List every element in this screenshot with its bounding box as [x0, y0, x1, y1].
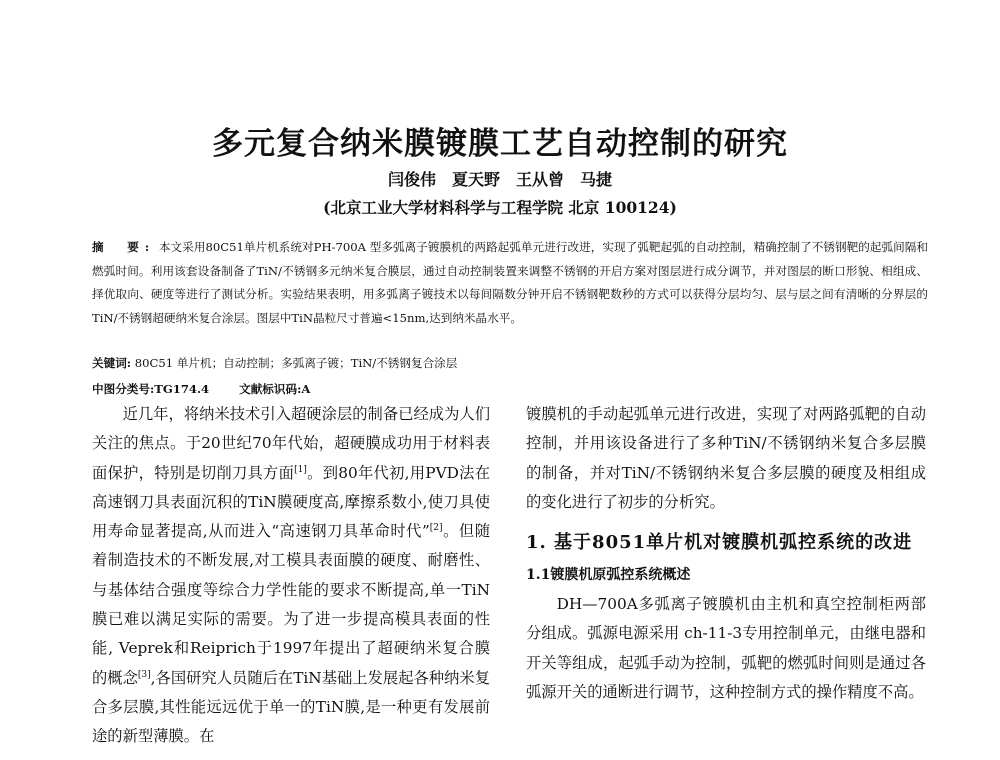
abstract — [92, 236, 928, 330]
keywords-text: 80C51 单片机；自动控制；多弧离子镀；TiN/不锈钢复合涂层 — [134, 356, 458, 370]
intro-text-3: 。但随着制造技术的不断发展,对工模具表面膜的硬度、耐磨性、与基体结合强度等综合力学性能的要求不断提高,单一TiN膜已难以满足实际的需要。为了进一步提高模具表面的性能, Veprek和Reiprich于1997年提出了超硬纳米复合膜的概念 — [92, 522, 490, 687]
section-heading-1: 1. 基于8051单片机对镀膜机弧控系统的改进 — [526, 532, 913, 554]
intro-text-2: 。到80年代初,用PVD法在高速钢刀具表面沉积的TiN膜硬度高,摩擦系数小,使刀具使用寿命显著提高,从而进入“高速钢刀具革命时代” — [92, 463, 490, 541]
keywords — [92, 355, 928, 371]
classification-line — [92, 381, 310, 397]
section-1-1-paragraph: DH—700A多弧离子镀膜机由主机和真空控制柜两部分组成。弧源电源采用 ch-11-3专用控制单元，由继电器和开关等组成，起弧手动为控制，弧靶的燃弧时间则是通过各弧源开关的通断进行调节，这种控制方式的操作精度不高。 — [526, 595, 926, 702]
paper-title: 多元复合纳米膜镀膜工艺自动控制的研究 — [212, 126, 788, 162]
intro-text-4: ,各国研究人员随后在TiN基础上发展起各种纳米复合多层膜,其性能远远优于单一的TiN膜,是一种更有发展前途的新型薄膜。在 — [92, 668, 490, 746]
citation-1: [1] — [294, 464, 307, 475]
citation-2: [2] — [429, 523, 443, 534]
intro-paragraph — [92, 400, 490, 752]
abstract-text: 本文采用80C51单片机系统对PH-700A 型多弧离子镀膜机的两路起弧单元进行改进，实现了弧靶起弧的自动控制，精确控制了不锈钢靶的起弧间隔和燃弧时间。利用该套设备制备了TiN/不锈钢多元纳米复合膜层，通过自动控制装置来调整不锈钢的开启方案对图层进行成分调节，并对图层的断口形貌、相组成、择优取向、硬度等进行了测试分析。实验结果表明，用多弧离子镀技术以每间隔数分钟开启不锈钢靶数秒的方式可以获得分层均匀、层与层之间有清晰的分界层的TiN/不锈钢超硬纳米复合涂层。图层中TiN晶粒尺寸普遍<15nm,达到纳米晶水平。 — [92, 240, 929, 325]
author-list: 闫俊伟 夏天野 王从曾 马捷 — [387, 170, 612, 189]
affiliation: (北京工业大学材料科学与工程学院 北京 100124) — [323, 198, 677, 217]
abstract-label: 摘 要: — [92, 240, 156, 254]
keywords-label: 关键词: — [92, 356, 132, 370]
right-column — [526, 400, 926, 707]
left-column — [92, 400, 490, 752]
subsection-heading-1-1: 1.1镀膜机原弧控系统概述 — [526, 567, 691, 584]
document-code: 文献标识码:A — [239, 382, 311, 396]
intro-text-1: 近几年，将纳米技术引入超硬涂层的制备已经成为人们关注的焦点。于20世纪70年代始，超硬膜成功用于材料表面保护，特别是切削刀具方面 — [92, 405, 490, 482]
continued-paragraph: 镀膜机的手动起弧单元进行改进，实现了对两路弧靶的自动控制，并用该设备进行了多种TiN/不锈钢纳米复合多层膜的制备，并对TiN/不锈钢纳米复合多层膜的硬度及相组成的变化进行了初步的分析究。 — [526, 405, 926, 511]
citation-3: [3] — [137, 669, 151, 680]
clc-number: 中图分类号:TG174.4 — [92, 382, 210, 396]
